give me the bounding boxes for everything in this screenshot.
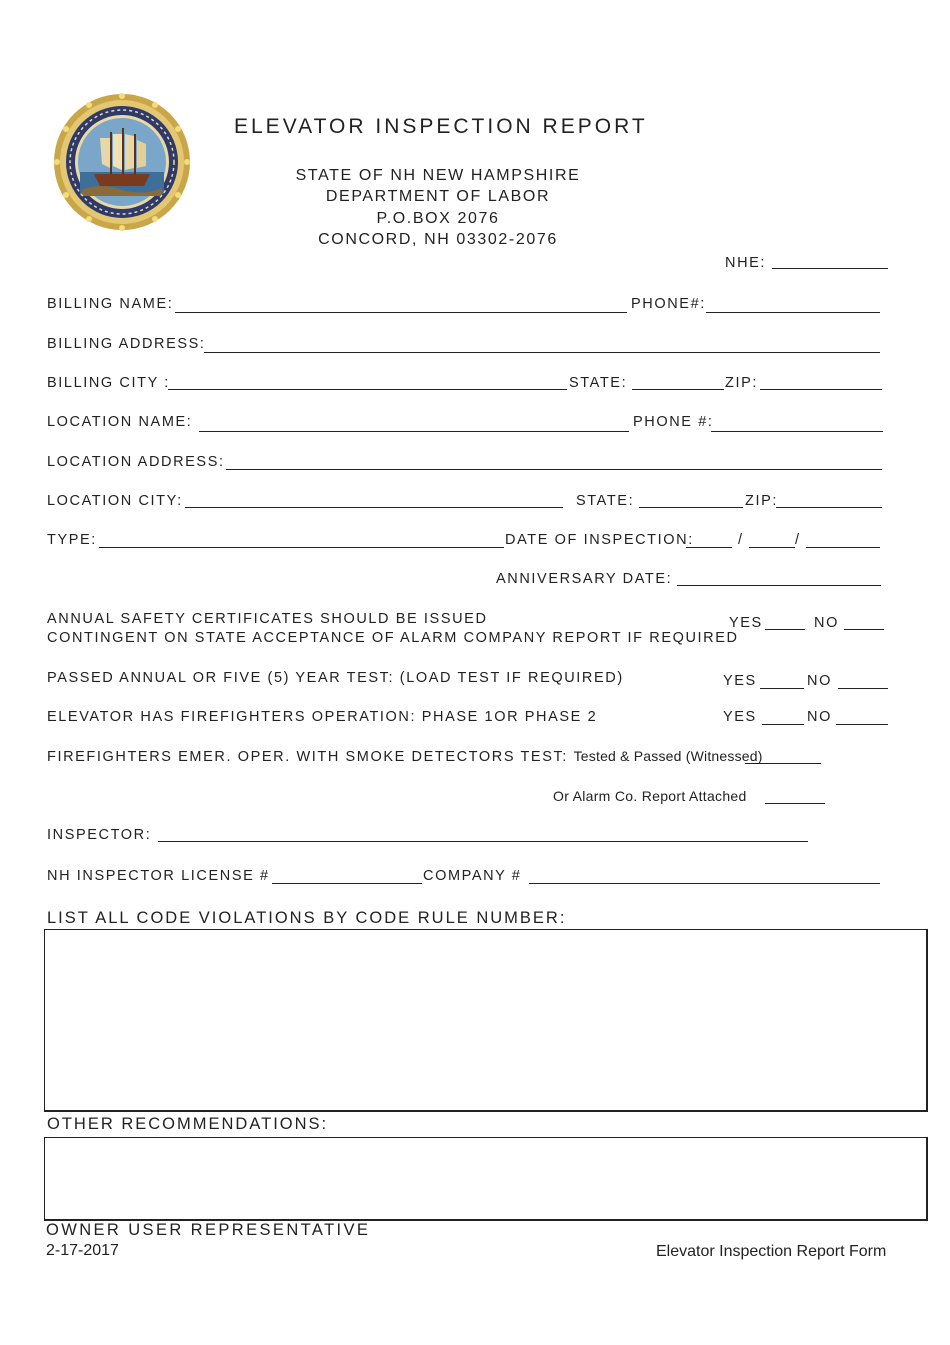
type-field[interactable] — [99, 547, 504, 548]
smoke-test-field[interactable] — [745, 763, 821, 764]
address-line-2: DEPARTMENT OF LABOR — [325, 188, 551, 205]
date-separator-1: / — [738, 532, 744, 548]
smoke-test-caps: FIREFIGHTERS EMER. OPER. WITH SMOKE DETECTORS TEST: — [47, 749, 568, 765]
form-date: 2-17-2017 — [46, 1242, 119, 1259]
firefighters-yes-field[interactable] — [762, 724, 804, 725]
billing-phone-field[interactable] — [706, 312, 880, 313]
location-name-label: LOCATION NAME: — [47, 414, 193, 430]
location-name-field[interactable] — [199, 431, 629, 432]
report-title: ELEVATOR INSPECTION REPORT — [234, 115, 648, 138]
form-name: Elevator Inspection Report Form — [656, 1243, 887, 1260]
certificate-note-line-2: CONTINGENT ON STATE ACCEPTANCE OF ALARM COMPANY REPORT IF REQUIRED — [47, 630, 739, 646]
smoke-test-question — [47, 748, 763, 765]
firefighters-question: ELEVATOR HAS FIREFIGHTERS OPERATION: PHASE 1OR PHASE 2 — [47, 709, 598, 725]
date-of-inspection-label: DATE OF INSPECTION: — [505, 532, 694, 548]
inspector-field[interactable] — [158, 841, 808, 842]
firefighters-no-field[interactable] — [836, 724, 888, 725]
location-address-field[interactable] — [226, 469, 882, 470]
location-city-field[interactable] — [185, 507, 563, 508]
certificate-no-label: NO — [814, 615, 839, 631]
location-address-label: LOCATION ADDRESS: — [47, 454, 225, 470]
nhe-field[interactable] — [772, 268, 888, 269]
location-zip-label: ZIP: — [745, 493, 778, 509]
address-line-1: STATE OF NH NEW HAMPSHIRE — [295, 167, 581, 184]
billing-address-field[interactable] — [204, 352, 880, 353]
state-seal — [50, 92, 195, 232]
owner-representative: OWNER USER REPRESENTATIVE — [46, 1221, 371, 1239]
type-label: TYPE: — [47, 532, 97, 548]
billing-state-label: STATE: — [569, 375, 628, 391]
address-line-4: CONCORD, NH 03302-2076 — [318, 231, 558, 248]
location-zip-field[interactable] — [776, 507, 882, 508]
inspector-label: INSPECTOR: — [47, 827, 152, 843]
violations-heading: LIST ALL CODE VIOLATIONS BY CODE RULE NUMBER: — [47, 909, 567, 927]
certificate-no-field[interactable] — [844, 629, 884, 630]
recommendations-heading: OTHER RECOMMENDATIONS: — [47, 1115, 329, 1133]
location-state-label: STATE: — [576, 493, 635, 509]
billing-name-label: BILLING NAME: — [47, 296, 174, 312]
firefighters-yes-label: YES — [723, 709, 757, 725]
billing-name-field[interactable] — [175, 312, 627, 313]
anniversary-date-field[interactable] — [677, 585, 881, 586]
certificate-yes-label: YES — [729, 615, 763, 631]
license-field[interactable] — [272, 883, 422, 884]
company-field[interactable] — [529, 883, 880, 884]
billing-city-label: BILLING CITY : — [47, 375, 170, 391]
billing-zip-label: ZIP: — [725, 375, 758, 391]
location-phone-label: PHONE #: — [633, 414, 714, 430]
firefighters-no-label: NO — [807, 709, 832, 725]
license-label: NH INSPECTOR LICENSE # — [47, 868, 270, 884]
load-test-yes-label: YES — [723, 673, 757, 689]
alarm-report-label: Or Alarm Co. Report Attached — [553, 788, 747, 804]
anniversary-date-label: ANNIVERSARY DATE: — [496, 571, 673, 587]
load-test-yes-field[interactable] — [760, 688, 804, 689]
nh-state-seal-icon — [50, 92, 195, 232]
nhe-label: NHE: — [725, 255, 767, 271]
company-label: COMPANY # — [423, 868, 522, 884]
billing-city-field[interactable] — [168, 389, 567, 390]
inspection-day-field[interactable] — [749, 547, 795, 548]
billing-zip-field[interactable] — [760, 389, 882, 390]
violations-box[interactable] — [44, 929, 928, 1112]
load-test-no-field[interactable] — [838, 688, 888, 689]
location-city-label: LOCATION CITY: — [47, 493, 183, 509]
address-line-3: P.O.BOX 2076 — [376, 210, 500, 227]
smoke-test-tested-passed: Tested & Passed (Witnessed) — [573, 748, 763, 764]
load-test-no-label: NO — [807, 673, 832, 689]
inspection-year-field[interactable] — [806, 547, 880, 548]
billing-phone-label: PHONE#: — [631, 296, 706, 312]
inspection-month-field[interactable] — [686, 547, 732, 548]
certificate-note-line-1: ANNUAL SAFETY CERTIFICATES SHOULD BE ISSUED — [47, 611, 488, 627]
billing-address-label: BILLING ADDRESS: — [47, 336, 206, 352]
billing-state-field[interactable] — [632, 389, 724, 390]
recommendations-box[interactable] — [44, 1137, 928, 1221]
location-state-field[interactable] — [639, 507, 743, 508]
location-phone-field[interactable] — [711, 431, 883, 432]
load-test-question: PASSED ANNUAL OR FIVE (5) YEAR TEST: (LOAD TEST IF REQUIRED) — [47, 670, 624, 686]
certificate-yes-field[interactable] — [765, 629, 805, 630]
date-separator-2: / — [795, 532, 801, 548]
alarm-report-field[interactable] — [765, 803, 825, 804]
